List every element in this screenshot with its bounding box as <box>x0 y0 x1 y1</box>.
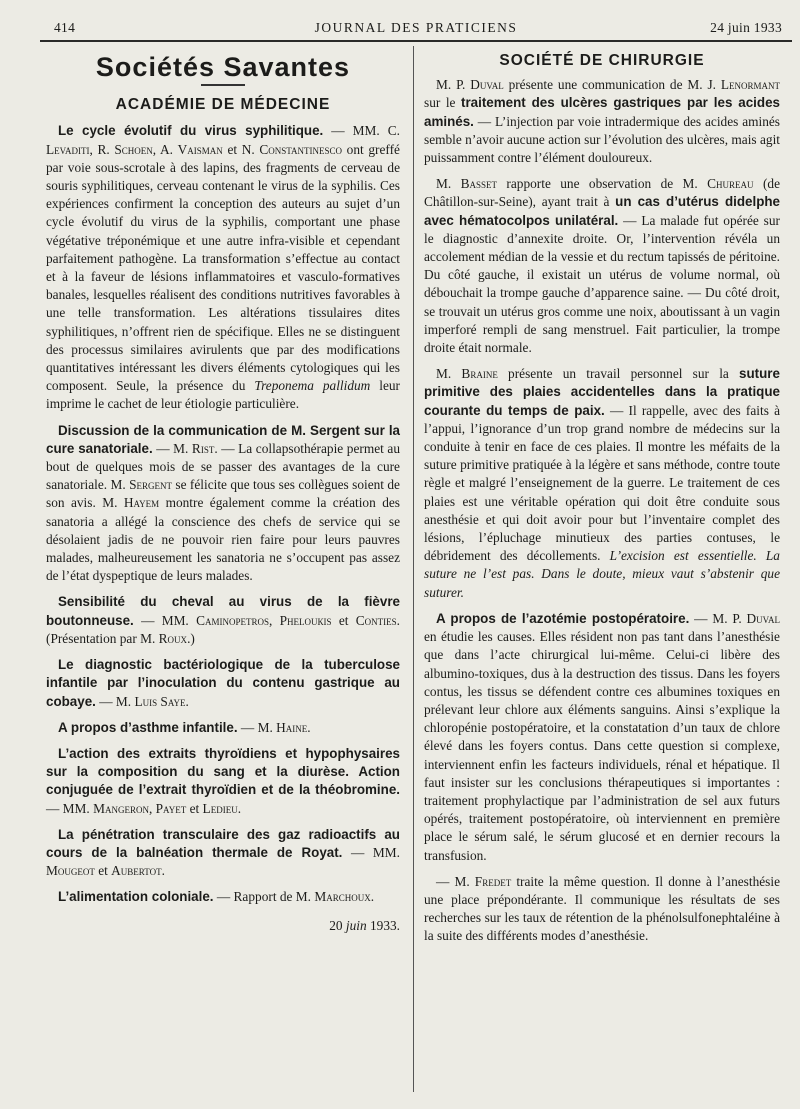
article-alimentation-coloniale: L’alimentation coloniale. — Rapport de M. Marchoux. <box>58 889 375 905</box>
page-header <box>40 18 792 42</box>
article-fredet: — M. Fredet traite la même question. Il donne à l’anesthésie une place prépondérante. Il communique les résultats de ses recherches sur les taux de rétention de la phénolsulfonephtaléine à la suite des différents modes d’anesthésie. <box>424 873 780 944</box>
column-divider <box>413 46 414 1092</box>
right-column <box>424 52 780 954</box>
article-suture-primitive: M. Braine présente un travail personnel sur la suture primitive des plaies accidentelles dans la pratique courante du temps de paix. — Il rappelle, avec des faits à l’appui, l’ignorance d’un trop grand nombre de médecins sur la conduite à tenir en face de ces plaies. Il montre les méfaits de la suture primitive pratiquée à la légère et sans méthode, contre toute règle et malgré l’enseignement de la guerre. Le traitement de ces plaies est une véritable opération qui doit être conduite sous anesthésie et qui doit avoir pour but l’inventaire complet des lésions, l’épluchage minutieux des parties contuses, le débridement des décollements. L’excision est essentielle. La suture ne l’est pas. Dans le doute, mieux vaut s’abstenir que suturer. <box>424 366 781 600</box>
main-title: Sociétés Savantes <box>95 52 351 82</box>
article-asthme-infantile: A propos d’asthme infantile. — M. Haine. <box>58 719 311 735</box>
article-uterus-didelphe: M. Basset rapporte une observation de M. Chureau (de Châtillon-sur-Seine), ayant trait à un cas d’utérus didelphe avec hématocolpos unilatéral. — La malade fut opérée sur le diagnostic d’annexite droite. Or, l’intervention révéla un accolement médian de la vessie et du rectum tapissés de péritoine. Du côté gauche, il existait un utérus de volume normal, où débouchait la trompe gauche d’apparence saine. — Du côté droit, se trouvait un utérus gros comme une noix, aboutissant à un vagin imperforé rempli de sang menstruel. Fait particulier, la trompe droite était normale. <box>424 176 781 356</box>
article-azotemie-postoperatoire: A propos de l’azotémie postopératoire. — M. P. Duval en étudie les causes. Elles résident non pas tant dans l’anesthésie que dans l’acte chirurgical lui-même. Celui-ci libère des albumino-toxiques, dus à la destruction des tissus. Dans les foyers contus, les tissus se défendent contre ces albumines toxiques en prélevant leur chlore aux éléments sanguins. Ainsi s’explique la chloropénie postopératoire, et la constatation d’un taux de chlore élevé dans les foyers contus. Dans cette question si complexe, interviennent enfin les facteurs individuels, rénal et hépatique. Il faut insister sur les conclusions thérapeutiques si importantes : traitement prophylactique par l’administration de sel aux futurs opérés, traitement postopératoire, où interviennent en première place le sérum salé, le sérum glucosé et en dernier recours la transfusion. <box>424 610 780 863</box>
page-number: 414 <box>54 20 76 35</box>
article-ulceres-gastriques: M. P. Duval présente une communication de M. J. Lenormant sur le traitement des ulcères gastriques par les acides aminés. — L’injection par voie intradermique des acides aminés semble n’avoir aucune action sur l’évolution des ulcères, mais agit puissamment contre l’élément douloureux. <box>424 77 780 166</box>
title-underline <box>201 84 245 86</box>
article-fievre-boutonneuse: Sensibilité du cheval au virus de la fièvre boutonneuse. — MM. Caminopetros, Phelouкis et Conties. (Présentation par M. Roux.) <box>46 594 400 646</box>
issue-date: 24 juin 1933 <box>710 20 782 35</box>
article-gaz-radioactifs: La pénétration transculaire des gaz radioactifs au cours de la balnéation thermale de Royat. — MM. Mougeot et Aubertot. <box>46 826 400 879</box>
journal-title: JOURNAL DES PRATICIENS <box>314 20 518 35</box>
article-cure-sanatoriale: Discussion de la communication de M. Sergent sur la cure sanatoriale. — M. Rist. — La collapsothérapie permet au bout de quelques mois de se passer des avantages de la cure sanatoriale. M. Sergent se félicite que tous ses collègues soient de son avis. M. Hayem montre également comme la création des sanatoria a allégé la conscience des chefs de service qui se désolaient jadis de ne pouvoir rien faire pour leurs pauvres malades, malheureusement les sanatoria ne s’occupent pas assez de l’état dyspeptique de leurs malades. <box>46 422 400 584</box>
section-title-academie: ACADÉMIE DE MÉDECINE <box>115 96 331 114</box>
article-cycle-evolutif: Le cycle évolutif du virus syphilitique. — MM. C. Levaditi, R. Schoen, A. Vaisman et N. Constantinesco ont greffé par voie sous-scrotale à des lapins, des fragments de cerveau de souris syphilitiques, cerveau contenant le virus de la syphilis. Ces expériences confirment la conception des auteurs au sujet d’un cycle évolutif du virus de la syphilis, comportant une phase végétative tréponémique et une autre infra-visible et cependant parfaitement pathogène. La transformation s’effectue au contact et à la faveur de lésions inflammatoires et vasculo-formatives banales, lesquelles réalisent des conditions nutritives favorables à une telle transformation. Les altérations tissulaires dites syphilitiques, n’offrent rien de spécifique. Elles ne se distinguent des processus similaires avirulents que par des modifications quantitatives intéressant les divers éléments cytologiques qui les composent. Seule, la présence du Treponema pallidum leur imprime le cachet de leur étiologie particulière. <box>46 123 400 412</box>
left-column <box>46 52 400 935</box>
article-tuberculose-infantile: Le diagnostic bactériologique de la tuberculose infantile par l’inoculation du contenu gastrique au cobaye. — M. Luis Saye. <box>46 657 400 709</box>
section-title-chirurgie: SOCIÉTÉ DE CHIRURGIE <box>499 52 705 69</box>
article-extraits-thyroidiens: L’action des extraits thyroïdiens et hypophysaires sur la composition du sang et la diurèse. Action conjuguée de l’extrait thyroïdien et de la théobromine. — MM. Mangeron, Payet et Ledieu. <box>46 745 400 816</box>
signature-date: 20 juin 1933. <box>329 917 400 933</box>
